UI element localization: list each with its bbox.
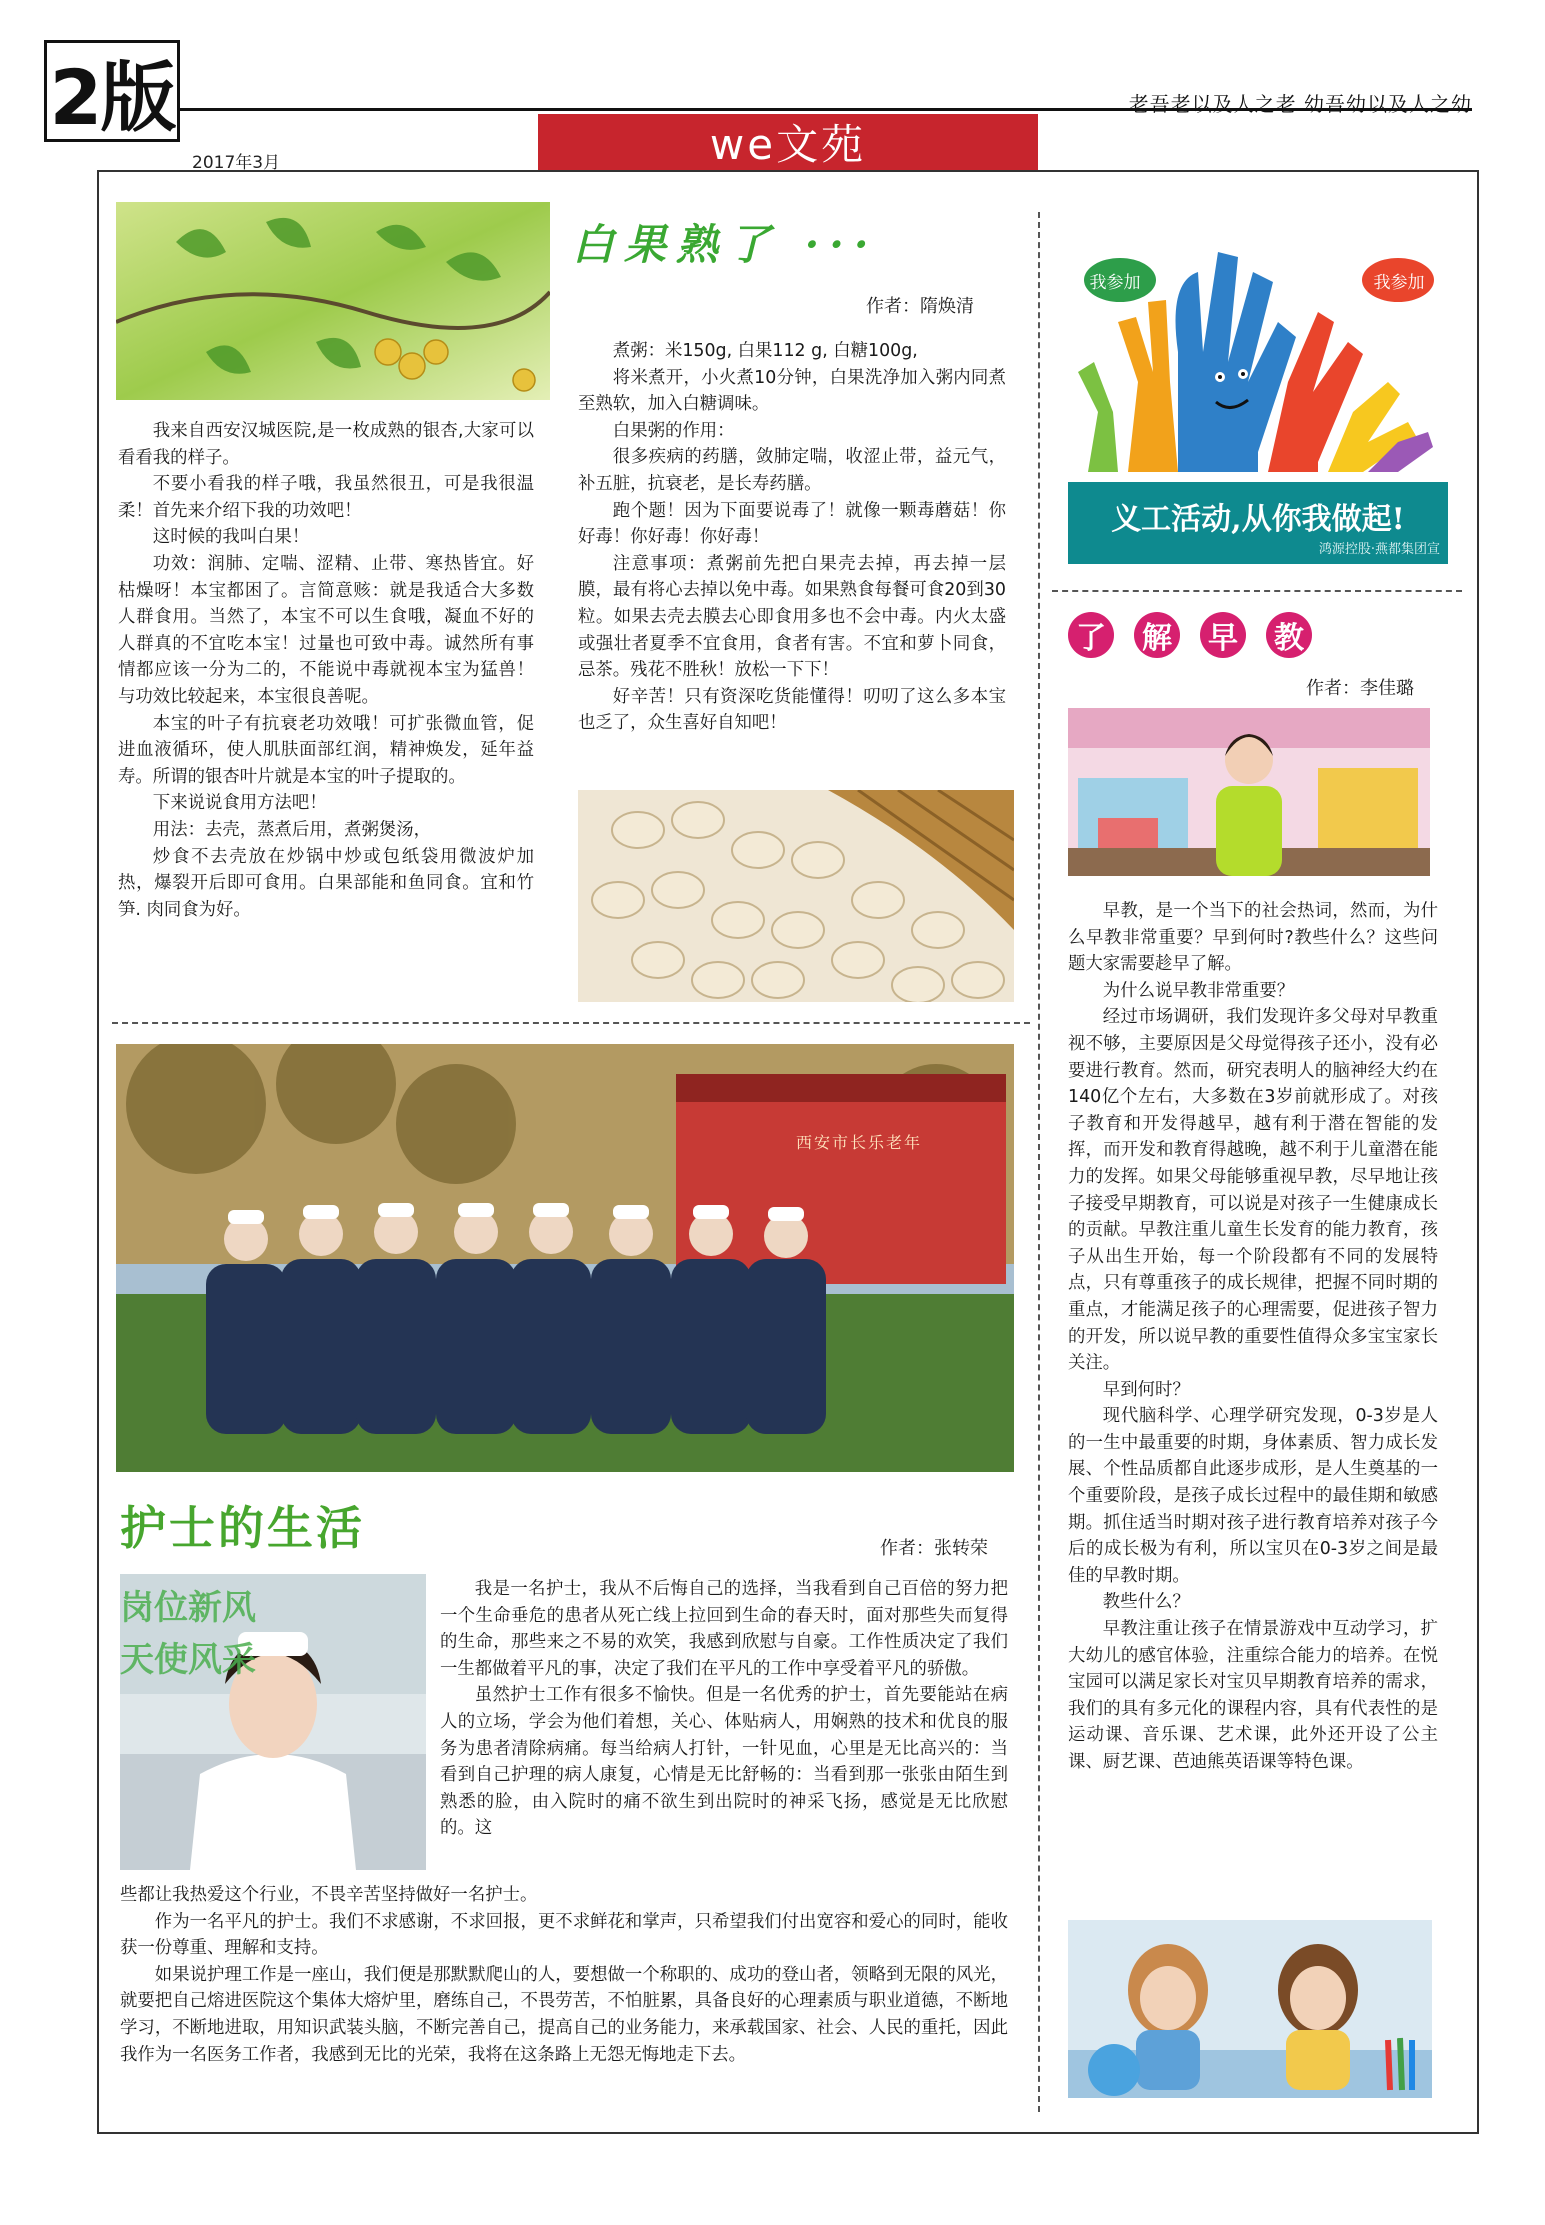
title-char: 早 bbox=[1200, 612, 1246, 658]
paragraph: 注意事项：煮粥前先把白果壳去掉，再去掉一层膜，最有将心去掉以免中毒。如果熟食每餐可食20到30粒。如果去壳去膜去心即食用多也不会中毒。内火太盛或强壮者夏季不宜食用，食者有害。不宜和萝卜同食，忌茶。残花不胜秋！放松一下下！ bbox=[578, 553, 1006, 681]
paragraph: 用法：去壳，蒸煮后用，煮粥煲汤， bbox=[152, 819, 432, 840]
gingko-left-column bbox=[118, 418, 534, 923]
sidebar-divider bbox=[1052, 590, 1462, 592]
paragraph: 如果说护理工作是一座山，我们便是那默默爬山的人，要想做一个称职的、成功的登山者，领略到无限的风光，就要把自己熔进医院这个集体大熔炉里，磨练自己，不畏劳苦，不怕脏累，具备良好的心理素质与职业道德，不断地学习，不断地进取，用知识武装头脑，不断完善自己，提高自己的业务能力，来承载国家、社会、人民的重托，因此我作为一名医务工作者，我感到无比的光荣，我将在这条路上无怨无悔地走下去。 bbox=[120, 1964, 1008, 2065]
nurse-author: 作者：张转荣 bbox=[880, 1538, 988, 1559]
paragraph: 白果粥的作用： bbox=[612, 420, 735, 441]
paragraph: 将米煮开，小火煮10分钟，白果洗净加入粥内同煮至熟软，加入白糖调味。 bbox=[578, 367, 1006, 415]
title-char: 教 bbox=[1266, 612, 1312, 658]
portrait-banner-line1: 岗位新风 bbox=[120, 1588, 256, 1628]
early-edu-title bbox=[1068, 612, 1312, 658]
issue-date: 2017年3月 bbox=[192, 153, 281, 173]
paragraph: 炒食不去壳放在炒锅中炒或包纸袋用微波炉加热，爆裂开后即可食用。白果部能和鱼同食。宜和竹笋. 肉同食为好。 bbox=[118, 846, 534, 920]
header-slogan: 老吾老以及人之老 幼吾幼以及人之幼 bbox=[1128, 92, 1472, 116]
early-edu-author: 作者：李佳璐 bbox=[1306, 678, 1414, 699]
paragraph: 好辛苦！只有资深吃货能懂得！叨叨了这么多本宝也乏了，众生喜好自知吧！ bbox=[578, 686, 1006, 734]
paragraph: 跑个题！因为下面要说毒了！就像一颗毒蘑菇！你好毒！你好毒！你好毒！ bbox=[578, 500, 1006, 548]
section-divider bbox=[112, 1022, 1030, 1024]
paragraph: 教些什么？ bbox=[1102, 1592, 1190, 1613]
gingko-leaves-photo bbox=[116, 202, 550, 400]
paragraph: 功效：润肺、定喘、涩精、止带、寒热皆宜。好枯燥呀！本宝都困了。言简意赅：就是我适合大多数人群食用。当然了，本宝不可以生食哦，凝血不好的人群真的不宜吃本宝！过量也可致中毒。诚然所有事情都应该一分为二的，不能说中毒就视本宝为猛兽！与功效比较起来，本宝很良善呢。 bbox=[118, 553, 534, 707]
paragraph: 本宝的叶子有抗衰老功效哦！可扩张微血管，促进血液循环，使人肌肤面部红润，精神焕发，延年益寿。所谓的银杏叶片就是本宝的叶子提取的。 bbox=[118, 713, 534, 787]
paragraph: 我来自西安汉城医院,是一枚成熟的银杏,大家可以看看我的样子。 bbox=[118, 421, 534, 468]
nurse-text-bottom bbox=[120, 1882, 1008, 2068]
paragraph: 很多疾病的药膳，敛肺定喘，收涩止带，益元气，补五脏，抗衰老，是长寿药膳。 bbox=[578, 447, 1006, 494]
paragraph: 现代脑科学、心理学研究发现，0-3岁是人的一生中最重要的时期，身体素质、智力成长发展、个性品质都自此逐步成形，是人生奠基的一个重要阶段，是孩子成长过程中的最佳期和敏感期。抓住适当时期对孩子进行教育培养对孩子今后的成长极为有利，所以宝贝在0-3岁之间是最佳的早教时期。 bbox=[1068, 1406, 1438, 1586]
paragraph: 不要小看我的样子哦，我虽然很丑，可是我很温柔！首先来介绍下我的功效吧！ bbox=[118, 474, 534, 521]
gingko-right-column bbox=[578, 338, 1006, 737]
paragraph: 早教注重让孩子在情景游戏中互动学习，扩大幼儿的感官体验，注重综合能力的培养。在悦宝园可以满足家长对宝贝早期教育培养的需求，我们的具有多元化的课程内容，具有代表性的是运动课、音乐课、艺术课，此外还开设了公主课、厨艺课、芭迪熊英语课等特色课。 bbox=[1068, 1619, 1438, 1772]
paragraph: 早教，是一个当下的社会热词，然而，为什么早教非常重要？早到何时?教些什么？这些问题大家需要趁早了解。 bbox=[1068, 901, 1438, 975]
paragraph: 为什么说早教非常重要？ bbox=[1102, 980, 1295, 1001]
teacher-photo bbox=[1068, 708, 1430, 876]
volunteer-sponsor: 鸿源控股·燕都集团宣 bbox=[1318, 542, 1440, 557]
nurse-title: 护士的生活 bbox=[120, 1501, 365, 1555]
volunteer-bubble-left: 我参加 bbox=[1089, 273, 1141, 293]
paragraph: 煮粥：米150g, 白果112 g, 白糖100g, bbox=[612, 341, 918, 361]
title-char: 解 bbox=[1134, 612, 1180, 658]
paragraph: 下来说说食用方法吧！ bbox=[152, 793, 327, 814]
column-divider bbox=[1038, 212, 1040, 2112]
paragraph: 早到何时？ bbox=[1102, 1379, 1190, 1400]
paragraph: 经过市场调研，我们发现许多父母对早教重视不够，主要原因是父母觉得孩子还小，没有必要进行教育。然而，研究表明人的脑神经大约在140亿个左右，大多数在3岁前就形成了。对孩子教育和开发得越早，越有利于潜在智能的发挥，而开发和教育得越晚，越不利于儿童潜在能力的发挥。如果父母能够重视早教，尽早地让孩子接受早期教育，可以说是对孩子一生健康成长的贡献。早教注重儿童生长发育的能力教育，孩子从出生开始，每一个阶段都有不同的发展特点，只有尊重孩子的成长规律，把握不同时期的重点，才能满足孩子的心理需要，促进孩子智力的开发，所以说早教的重要性值得众多宝宝家长关注。 bbox=[1068, 1007, 1438, 1374]
title-char: 了 bbox=[1068, 612, 1114, 658]
gingko-title: 白果熟了 ··· bbox=[572, 220, 879, 269]
paragraph: 些都让我热爱这个行业，不畏辛苦坚持做好一名护士。 bbox=[120, 1885, 538, 1905]
paragraph: 虽然护士工作有很多不愉快。但是一名优秀的护士，首先要能站在病人的立场，学会为他们着想，关心、体贴病人，用娴熟的技术和优良的服务为患者清除病痛。每当给病人打针，一针见血，心里是无比高兴的：当看到自己护理的病人康复，心情是无比舒畅的：当看到那一张张由陌生到熟悉的脸，由入院时的痛不欲生到出院时的神采飞扬，感觉是无比欣慰的。这 bbox=[440, 1685, 1008, 1839]
paragraph: 作为一名平凡的护士。我们不求感谢，不求回报，更不求鲜花和掌声，只希望我们付出宽容和爱心的同时，能收获一份尊重、理解和支持。 bbox=[120, 1911, 1008, 1959]
portrait-banner-line2: 天使风采 bbox=[120, 1640, 256, 1680]
volunteer-bubble-right: 我参加 bbox=[1373, 273, 1425, 293]
nurses-group-photo bbox=[116, 1044, 1014, 1472]
paragraph: 我是一名护士，我从不后悔自己的选择，当我看到自己百倍的努力把一个生命垂危的患者从死亡线上拉回到生命的春天时，面对那些失而复得的生命，那些来之不易的欢笑，我感到欣慰与自豪。工作性质决定了我们一生都做着平凡的事，决定了我们在平凡的工作中享受着平凡的骄傲。 bbox=[440, 1579, 1008, 1679]
nurse-text-top bbox=[440, 1576, 1008, 1842]
early-edu-body bbox=[1068, 898, 1438, 1776]
gingko-author: 作者：隋焕清 bbox=[866, 296, 974, 317]
paragraph: 这时候的我叫白果！ bbox=[152, 527, 310, 548]
section-banner: we文苑 bbox=[538, 114, 1038, 170]
volunteer-slogan: 义工活动,从你我做起! bbox=[1111, 502, 1405, 537]
children-photo bbox=[1068, 1920, 1432, 2098]
edition-number: 2版 bbox=[44, 40, 180, 142]
gingko-nuts-photo bbox=[578, 790, 1014, 1002]
photo-sign: 西安市长乐老年 bbox=[796, 1133, 923, 1152]
